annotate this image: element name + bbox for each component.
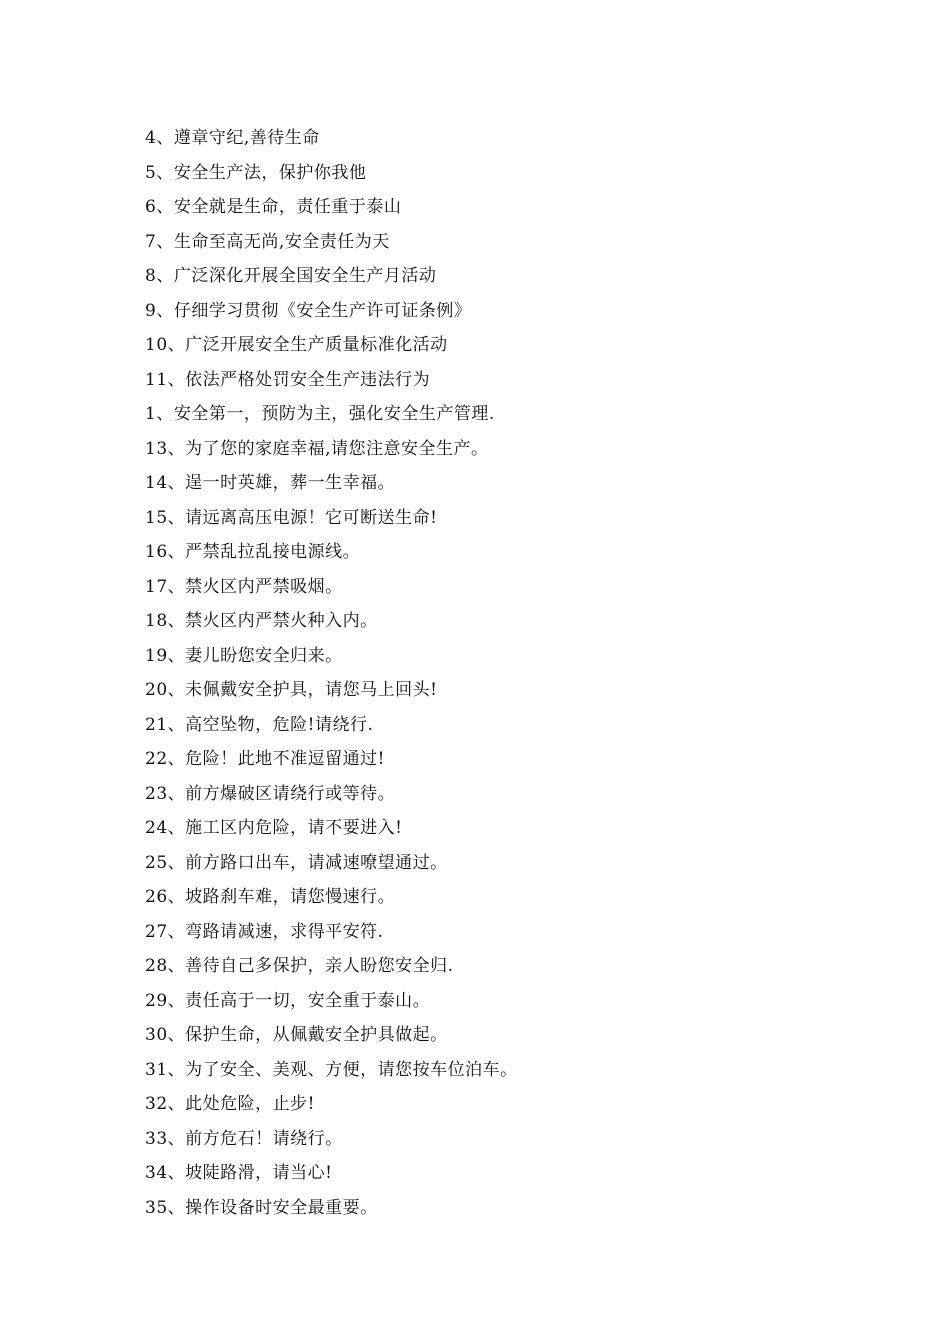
slogan-line: 30、保护生命，从佩戴安全护具做起。 <box>145 1025 448 1045</box>
slogan-line: 9、仔细学习贯彻《安全生产许可证条例》 <box>145 300 472 321</box>
slogan-line: 25、前方路口出车，请减速嘹望通过。 <box>145 852 448 873</box>
slogan-line: 11、依法严格处罚安全生产违法行为 <box>145 369 431 390</box>
slogan-line: 21、高空坠物，危险!请绕行. <box>145 714 374 735</box>
slogan-line: 24、施工区内危险，请不要进入! <box>145 818 403 838</box>
slogan-line: 29、责任高于一切，安全重于泰山。 <box>145 990 431 1011</box>
slogan-line: 4、遵章守纪,善待生命 <box>145 128 320 148</box>
slogan-line: 23、前方爆破区请绕行或等待。 <box>145 783 396 804</box>
slogan-line: 34、坡陡路滑，请当心! <box>145 1163 333 1183</box>
slogan-line: 17、禁火区内严禁吸烟。 <box>145 576 343 597</box>
slogan-line: 5、安全生产法，保护你我他 <box>145 162 367 183</box>
slogan-line: 10、广泛开展安全生产质量标准化活动 <box>145 335 448 355</box>
slogan-line: 22、危险！此地不准逗留通过! <box>145 749 385 769</box>
slogan-line: 32、此处危险，止步! <box>145 1094 315 1114</box>
slogan-line: 7、生命至高无尚,安全责任为天 <box>145 231 390 252</box>
slogan-line: 20、未佩戴安全护具，请您马上回头! <box>145 680 438 700</box>
slogan-line: 14、逞一时英雄，葬一生幸福。 <box>145 473 396 493</box>
slogan-line: 28、善待自己多保护，亲人盼您安全归. <box>145 956 454 976</box>
slogan-line: 27、弯路请减速，求得平安符. <box>145 921 384 942</box>
slogan-line: 31、为了安全、美观、方便，请您按车位泊车。 <box>145 1059 518 1080</box>
slogan-line: 1、安全第一，预防为主，强化安全生产管理. <box>145 404 495 424</box>
slogan-line: 19、妻儿盼您安全归来。 <box>145 645 343 666</box>
slogan-line: 35、操作设备时安全最重要。 <box>145 1197 378 1218</box>
slogan-line: 26、坡路刹车难，请您慢速行。 <box>145 887 396 907</box>
slogan-line: 13、为了您的家庭幸福,请您注意安全生产。 <box>145 438 489 459</box>
slogan-list <box>145 121 518 1225</box>
slogan-line: 33、前方危石！请绕行。 <box>145 1128 343 1149</box>
slogan-line: 16、严禁乱拉乱接电源线。 <box>145 542 361 562</box>
slogan-line: 15、请远离高压电源！它可断送生命! <box>145 507 438 528</box>
slogan-line: 8、广泛深化开展全国安全生产月活动 <box>145 266 437 286</box>
slogan-line: 6、安全就是生命，责任重于泰山 <box>145 197 402 217</box>
slogan-line: 18、禁火区内严禁火种入内。 <box>145 611 378 631</box>
